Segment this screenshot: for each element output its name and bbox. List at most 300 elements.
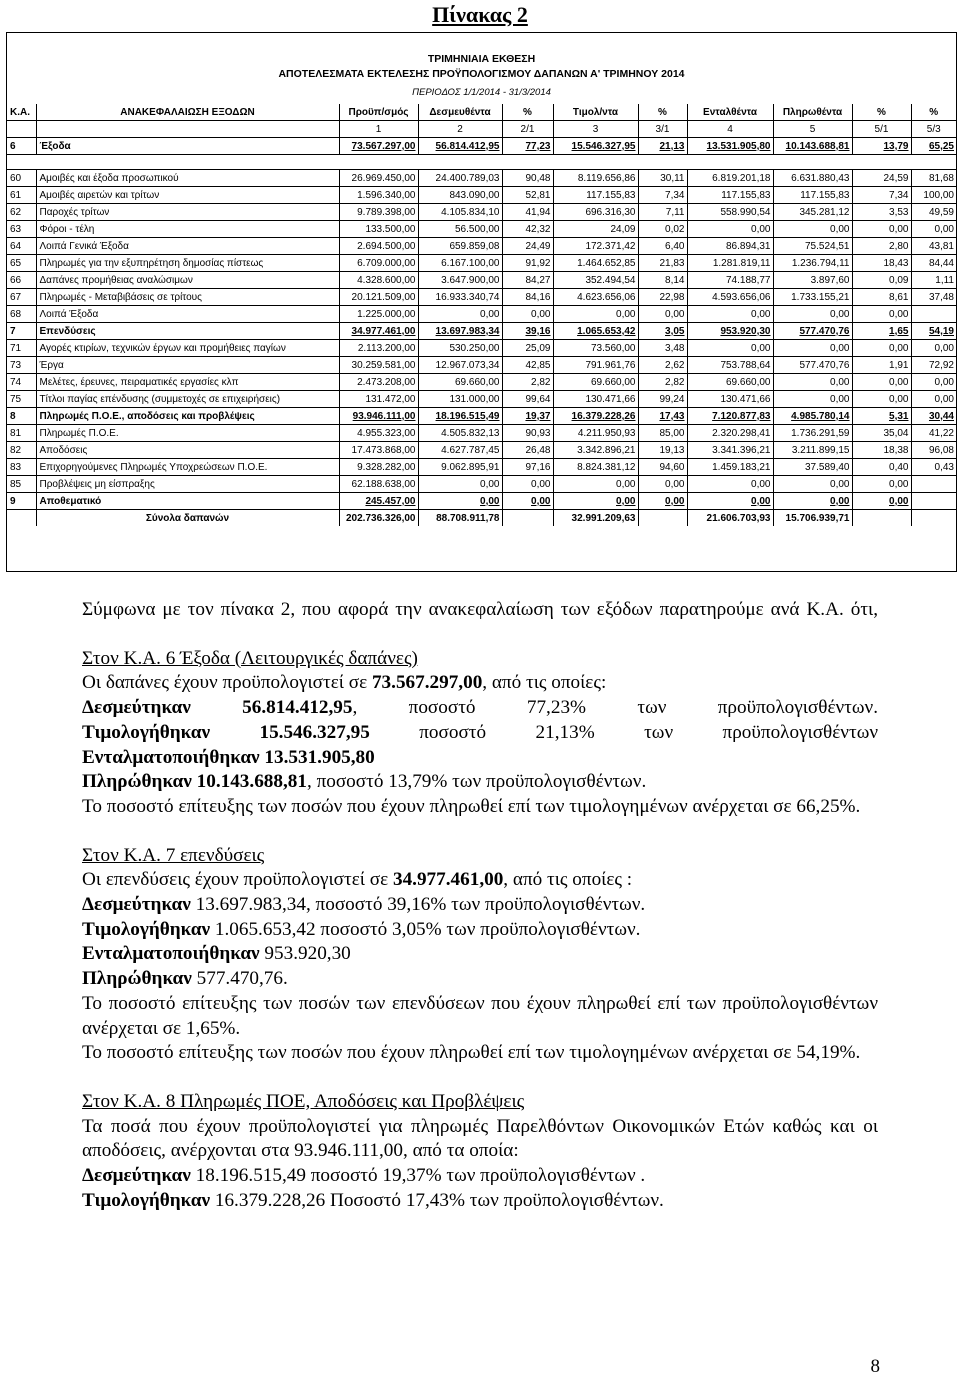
row-value: 4.505.832,13 [418, 425, 502, 442]
section-7-invoiced-line [82, 918, 878, 943]
row-value: 0,00 [773, 476, 852, 493]
text-span: Οι επενδύσεις έχουν προϋπολογιστεί σε [82, 869, 393, 891]
row-code: 8 [7, 408, 36, 425]
row-value [911, 476, 956, 493]
row-value [911, 493, 956, 510]
row-value: 99,24 [638, 391, 687, 408]
row-value: 577.470,76 [773, 357, 852, 374]
table-row [7, 306, 956, 323]
report-period: ΠΕΡΙΟΔΟΣ 1/1/2014 - 31/3/2014 [412, 87, 551, 98]
row-value: 7,11 [638, 204, 687, 221]
row-code: 74 [7, 374, 36, 391]
row-value: 4.623.656,06 [553, 289, 638, 306]
intro-paragraph: Σύμφωνα με τον πίνακα 2, που αφορά την ανακεφαλαίωση των εξόδων παρατηρούμε ανά Κ.Α. ότι, [82, 599, 878, 620]
row-value: 22,98 [638, 289, 687, 306]
row-value: 85,00 [638, 425, 687, 442]
page-title: Πίνακας 2 [432, 2, 528, 27]
row-value: 54,19 [911, 323, 956, 340]
row-value: 3.647.900,00 [418, 272, 502, 289]
row-value: 8.824.381,12 [553, 459, 638, 476]
row-value: 3.897,60 [773, 272, 852, 289]
row-value: 21,83 [638, 255, 687, 272]
table-header-row [7, 104, 956, 121]
row-value: 75.524,51 [773, 238, 852, 255]
row-label: Αποθεματικό [36, 493, 339, 510]
section-7-committed-line [82, 893, 878, 918]
row-code: 7 [7, 323, 36, 340]
section-7-paid-line [82, 967, 878, 992]
table-row [7, 340, 956, 357]
row-value: 4.593.656,06 [687, 289, 773, 306]
row-value: 131.472,00 [339, 391, 418, 408]
amount: Δεσμεύτηκαν 56.814.412,95 [82, 697, 353, 719]
text-span: 18.196.515,49 ποσοστό 19,37% των προϋπολογισθέντων . [190, 1165, 646, 1187]
row-value: 0,00 [911, 340, 956, 357]
col-header-code: Κ.Α. [7, 104, 36, 121]
amount: Τιμολογήθηκαν [82, 1189, 211, 1211]
row-value: 7,34 [852, 187, 911, 204]
row-value: 37.589,40 [773, 459, 852, 476]
subheader-cell: 4 [687, 121, 773, 138]
section-8-budget-line: Τα ποσά που έχουν προϋπολογιστεί για πληρωμές Παρελθόντων Οικονομικών Ετών καθώς και οι αποδόσεις, ανέρχονται στα 93.946.111,00, από τα οποία: [82, 1115, 878, 1162]
row-value: 791.961,76 [553, 357, 638, 374]
row-value: 19,37 [502, 408, 553, 425]
row-label: Δαπάνες προμήθειας αναλώσιμων [36, 272, 339, 289]
total-value: 88.708.911,78 [418, 510, 502, 527]
row-value: 41,94 [502, 204, 553, 221]
row-value: 24,59 [852, 170, 911, 187]
row-value: 26.969.450,00 [339, 170, 418, 187]
row-value: 4.105.834,10 [418, 204, 502, 221]
spacer-row [7, 155, 956, 170]
row-code: 71 [7, 340, 36, 357]
table-row [7, 374, 956, 391]
row-value: 6.819.201,18 [687, 170, 773, 187]
row-value: 94,60 [638, 459, 687, 476]
row-label: Τίτλοι παγίας επένδυσης (συμμετοχές σε επιχειρήσεις) [36, 391, 339, 408]
row-value: 1.236.794,11 [773, 255, 852, 272]
section-8-heading [82, 1090, 878, 1115]
row-value: 74.188,77 [687, 272, 773, 289]
row-value: 0,00 [852, 306, 911, 323]
row-value: 24,09 [553, 221, 638, 238]
text-span: , ποσοστό 13,79% των προϋπολογισθέντων. [306, 771, 647, 793]
text-span: ποσοστό 21,13% των προϋπολογισθέντων [369, 721, 878, 743]
row-value: 99,64 [502, 391, 553, 408]
row-code: 82 [7, 442, 36, 459]
row-label: Φόροι - τέλη [36, 221, 339, 238]
row-value: 0,02 [638, 221, 687, 238]
col-header-ordered: Ενταλθέντα [687, 104, 773, 121]
row-code: 61 [7, 187, 36, 204]
subheader-cell [36, 121, 339, 138]
col-header-paid: Πληρωθέντα [773, 104, 852, 121]
table-row [7, 425, 956, 442]
row-value: 4.627.787,45 [418, 442, 502, 459]
row-value: 1,91 [852, 357, 911, 374]
row-value: 81,68 [911, 170, 956, 187]
row-value: 24.400.789,03 [418, 170, 502, 187]
row-value: 577.470,76 [773, 323, 852, 340]
row-code: 73 [7, 357, 36, 374]
row-value: 0,40 [852, 459, 911, 476]
total-value [638, 510, 687, 527]
row-value: 100,00 [911, 187, 956, 204]
row-code: 85 [7, 476, 36, 493]
amount: 34.977.461,00 [392, 869, 504, 891]
row-value: 1.733.155,21 [773, 289, 852, 306]
table-row [7, 255, 956, 272]
subheader-cell: 3 [553, 121, 638, 138]
row-value: 6.709.000,00 [339, 255, 418, 272]
total-value: 202.736.326,00 [339, 510, 418, 527]
table-row [7, 187, 956, 204]
row-value: 24,49 [502, 238, 553, 255]
subheader-cell: 5/3 [911, 121, 956, 138]
table-row [7, 442, 956, 459]
row-value: 93.946.111,00 [339, 408, 418, 425]
row-value: 2,82 [502, 374, 553, 391]
table-row [7, 357, 956, 374]
subheader-cell: 5 [773, 121, 852, 138]
row-value: 7,34 [638, 187, 687, 204]
row-value: 4.328.600,00 [339, 272, 418, 289]
row-value: 0,00 [773, 391, 852, 408]
row-value: 117.155,83 [687, 187, 773, 204]
subheader-cell: 3/1 [638, 121, 687, 138]
row-value: 84,16 [502, 289, 553, 306]
row-value: 1,65 [852, 323, 911, 340]
row-value: 7.120.877,83 [687, 408, 773, 425]
total-empty [7, 510, 36, 527]
row-code: 83 [7, 459, 36, 476]
table-row [7, 238, 956, 255]
row-value: 4.955.323,00 [339, 425, 418, 442]
section-8-invoiced-line [82, 1189, 878, 1214]
row-value: 52,81 [502, 187, 553, 204]
row-value: 0,00 [418, 306, 502, 323]
row-code: 75 [7, 391, 36, 408]
row-value: 131.000,00 [418, 391, 502, 408]
text-span: Οι δαπάνες έχουν προϋπολογιστεί σε [82, 672, 372, 694]
row-value: 0,00 [911, 221, 956, 238]
row-value: 3.341.396,21 [687, 442, 773, 459]
row-value: 35,04 [852, 425, 911, 442]
col-header-pct-2: % [638, 104, 687, 121]
row-value: 117.155,83 [553, 187, 638, 204]
row-value: 843.090,00 [418, 187, 502, 204]
row-value: 6,40 [638, 238, 687, 255]
row-value: 21,13 [638, 138, 687, 155]
section-6-committed-line [82, 696, 878, 721]
row-label: Έργα [36, 357, 339, 374]
expenditure-summary-table [7, 104, 956, 526]
row-value: 39,16 [502, 323, 553, 340]
row-value: 69.660,00 [687, 374, 773, 391]
row-value: 4.985.780,14 [773, 408, 852, 425]
subheader-cell: 5/1 [852, 121, 911, 138]
row-code: 81 [7, 425, 36, 442]
row-value: 3,53 [852, 204, 911, 221]
row-value: 9.328.282,00 [339, 459, 418, 476]
amount: Τιμολογήθηκαν [82, 918, 211, 940]
row-value: 72,92 [911, 357, 956, 374]
row-value: 0,00 [502, 306, 553, 323]
row-value: 0,00 [553, 476, 638, 493]
row-value: 42,32 [502, 221, 553, 238]
row-value: 2,80 [852, 238, 911, 255]
row-value: 1.736.291,59 [773, 425, 852, 442]
section-6-paid-line [82, 770, 878, 795]
row-value: 0,00 [418, 476, 502, 493]
row-value: 0,00 [911, 374, 956, 391]
row-value: 2.113.200,00 [339, 340, 418, 357]
table-row [7, 391, 956, 408]
row-value: 49,59 [911, 204, 956, 221]
table-row [7, 204, 956, 221]
row-value: 9.789.398,00 [339, 204, 418, 221]
row-value: 56.500,00 [418, 221, 502, 238]
row-code: 6 [7, 138, 36, 155]
row-value: 0,00 [852, 493, 911, 510]
row-code: 62 [7, 204, 36, 221]
row-value: 0,00 [773, 374, 852, 391]
col-header-description: ΑΝΑΚΕΦΑΛΑΙΩΣΗ ΕΞΟΔΩΝ [36, 104, 339, 121]
row-label: Επενδύσεις [36, 323, 339, 340]
amount: Δεσμεύτηκαν [82, 1165, 191, 1187]
col-header-pct-3: % [852, 104, 911, 121]
section-6-budget-line [82, 671, 878, 696]
row-value: 86.894,31 [687, 238, 773, 255]
page-number: 8 [870, 1356, 880, 1377]
row-value: 8,61 [852, 289, 911, 306]
row-value: 0,00 [687, 493, 773, 510]
row-value: 1,11 [911, 272, 956, 289]
row-label: Μελέτες, έρευνες, πειραματικές εργασίες κλπ [36, 374, 339, 391]
text-span: 1.065.653,42 ποσοστό 3,05% των προϋπολογισθέντων. [210, 918, 641, 940]
row-value: 20.121.509,00 [339, 289, 418, 306]
table-row [7, 138, 956, 155]
row-value: 97,16 [502, 459, 553, 476]
row-value: 13.531.905,80 [687, 138, 773, 155]
analysis-text [82, 598, 878, 1213]
row-value: 0,00 [852, 221, 911, 238]
row-value: 84,27 [502, 272, 553, 289]
row-value: 0,00 [852, 340, 911, 357]
row-value: 1.281.819,11 [687, 255, 773, 272]
row-value: 2.694.500,00 [339, 238, 418, 255]
section-8-heading-text: Στον Κ.Α. 8 Πληρωμές ΠΟΕ, Αποδόσεις και Προβλέψεις [82, 1090, 525, 1112]
text-span: 13.697.983,34, ποσοστό 39,16% των προϋπολογισθέντων. [190, 894, 646, 916]
row-value: 0,00 [687, 340, 773, 357]
row-value: 0,00 [852, 476, 911, 493]
budget-table-frame [6, 32, 957, 572]
row-value: 0,00 [502, 493, 553, 510]
table-subheader-row [7, 121, 956, 138]
col-header-committed: Δεσμευθέντα [418, 104, 502, 121]
row-value: 30,44 [911, 408, 956, 425]
table-row [7, 493, 956, 510]
row-value: 90,48 [502, 170, 553, 187]
row-value: 1.225.000,00 [339, 306, 418, 323]
table-row [7, 408, 956, 425]
row-code: 68 [7, 306, 36, 323]
col-header-pct-4: % [911, 104, 956, 121]
row-value: 13.697.983,34 [418, 323, 502, 340]
row-value: 13,79 [852, 138, 911, 155]
text-span: 953.920,30 [259, 943, 351, 965]
section-8-committed-line [82, 1164, 878, 1189]
row-value: 90,93 [502, 425, 553, 442]
row-value: 96,08 [911, 442, 956, 459]
row-value: 0,00 [773, 221, 852, 238]
amount: 73.567.297,00 [371, 672, 483, 694]
row-value: 25,09 [502, 340, 553, 357]
total-value [502, 510, 553, 527]
total-row [7, 510, 956, 527]
row-value: 77,23 [502, 138, 553, 155]
row-value: 6.631.880,43 [773, 170, 852, 187]
amount: Πληρώθηκαν [82, 968, 192, 990]
section-7-budget-line [82, 868, 878, 893]
text-span: 577.470,76. [191, 968, 288, 990]
row-value: 0,43 [911, 459, 956, 476]
row-code: 60 [7, 170, 36, 187]
row-value: 91,92 [502, 255, 553, 272]
row-label: Αποδόσεις [36, 442, 339, 459]
row-code: 65 [7, 255, 36, 272]
row-value: 84,44 [911, 255, 956, 272]
row-label: Πληρωμές Π.Ο.Ε., αποδόσεις και προβλέψεις [36, 408, 339, 425]
row-value: 696.316,30 [553, 204, 638, 221]
row-value: 37,48 [911, 289, 956, 306]
row-value: 0,00 [553, 493, 638, 510]
row-value: 0,00 [911, 391, 956, 408]
row-label: Πληρωμές για την εξυπηρέτηση δημοσίας πίστεως [36, 255, 339, 272]
row-value: 73.567.297,00 [339, 138, 418, 155]
row-value: 130.471,66 [553, 391, 638, 408]
row-value: 0,00 [638, 306, 687, 323]
row-value: 0,00 [773, 340, 852, 357]
row-value: 1.065.653,42 [553, 323, 638, 340]
section-7-heading [82, 844, 878, 869]
text-span: 16.379.228,26 Ποσοστό 17,43% των προϋπολογισθέντων. [210, 1189, 664, 1211]
section-6-heading-text: Στον Κ.Α. 6 Έξοδα (Λειτουργικές δαπάνες) [82, 647, 418, 669]
row-value: 0,00 [773, 306, 852, 323]
row-value: 30.259.581,00 [339, 357, 418, 374]
row-value: 1.459.183,21 [687, 459, 773, 476]
row-value: 18,38 [852, 442, 911, 459]
row-label: Λοιπά Έξοδα [36, 306, 339, 323]
row-value: 130.471,66 [687, 391, 773, 408]
total-value: 15.706.939,71 [773, 510, 852, 527]
row-value: 0,00 [638, 476, 687, 493]
total-value [911, 510, 956, 527]
row-value [911, 306, 956, 323]
total-label: Σύνολα δαπανών [36, 510, 339, 527]
row-value: 2.320.298,41 [687, 425, 773, 442]
row-label: Έξοδα [36, 138, 339, 155]
row-value: 953.920,30 [687, 323, 773, 340]
row-value: 26,48 [502, 442, 553, 459]
row-value: 18.196.515,49 [418, 408, 502, 425]
row-value: 0,00 [773, 493, 852, 510]
row-value: 69.660,00 [553, 374, 638, 391]
row-value: 3,05 [638, 323, 687, 340]
row-code: 64 [7, 238, 36, 255]
row-value: 8.119.656,86 [553, 170, 638, 187]
row-value: 69.660,00 [418, 374, 502, 391]
amount: Ενταλματοποιήθηκαν 13.531.905,80 [82, 746, 375, 768]
row-value: 43,81 [911, 238, 956, 255]
row-value: 4.211.950,93 [553, 425, 638, 442]
row-value: 0,00 [418, 493, 502, 510]
subheader-cell [7, 121, 36, 138]
table-row [7, 323, 956, 340]
report-title: ΤΡΙΜΗΝΙΑΙΑ ΕΚΘΕΣΗ [427, 53, 536, 65]
row-code: 63 [7, 221, 36, 238]
section-7-achievement-invoiced: Το ποσοστό επίτευξης των ποσών που έχουν πληρωθεί επί των τιμολογημένων ανέρχεται σε 54,19%. [82, 1042, 861, 1064]
row-value: 2.473.208,00 [339, 374, 418, 391]
col-header-pct-1: % [502, 104, 553, 121]
row-value: 18,43 [852, 255, 911, 272]
row-value: 8,14 [638, 272, 687, 289]
table-row [7, 476, 956, 493]
text-span: , από τις οποίες: [482, 672, 607, 694]
row-value: 5,31 [852, 408, 911, 425]
row-value: 0,00 [687, 476, 773, 493]
text-span: , από τις οποίες : [503, 869, 633, 891]
row-value: 245.457,00 [339, 493, 418, 510]
row-value: 659.859,08 [418, 238, 502, 255]
row-value: 172.371,42 [553, 238, 638, 255]
col-header-budget: Προϋπ/σμός [339, 104, 418, 121]
total-value [852, 510, 911, 527]
row-label: Αμοιβές και έξοδα προσωπικού [36, 170, 339, 187]
row-value: 1.596.340,00 [339, 187, 418, 204]
row-value: 19,13 [638, 442, 687, 459]
total-value: 32.991.209,63 [553, 510, 638, 527]
row-value: 0,00 [638, 493, 687, 510]
row-value: 30,11 [638, 170, 687, 187]
total-value: 21.606.703,93 [687, 510, 773, 527]
row-label: Επιχορηγούμενες Πληρωμές Υποχρεώσεων Π.Ο.Ε. [36, 459, 339, 476]
row-value: 0,00 [852, 374, 911, 391]
section-7-heading-text: Στον Κ.Α. 7 επενδύσεις [82, 844, 265, 866]
row-value: 9.062.895,91 [418, 459, 502, 476]
table-row [7, 221, 956, 238]
subheader-cell: 1 [339, 121, 418, 138]
row-value: 345.281,12 [773, 204, 852, 221]
row-value: 0,00 [687, 306, 773, 323]
row-code: 66 [7, 272, 36, 289]
row-value: 530.250,00 [418, 340, 502, 357]
row-code: 67 [7, 289, 36, 306]
amount: Τιμολογήθηκαν 15.546.327,95 [82, 721, 370, 743]
subheader-cell: 2/1 [502, 121, 553, 138]
subheader-cell: 2 [418, 121, 502, 138]
row-label: Παροχές τρίτων [36, 204, 339, 221]
row-label: Αμοιβές αιρετών και τρίτων [36, 187, 339, 204]
row-value: 0,00 [502, 476, 553, 493]
row-value: 2,82 [638, 374, 687, 391]
section-6-invoiced-line [82, 721, 878, 746]
table-row [7, 289, 956, 306]
row-value: 753.788,64 [687, 357, 773, 374]
row-value: 0,09 [852, 272, 911, 289]
amount: Πληρώθηκαν 10.143.688,81 [82, 771, 307, 793]
row-value: 1.464.652,85 [553, 255, 638, 272]
